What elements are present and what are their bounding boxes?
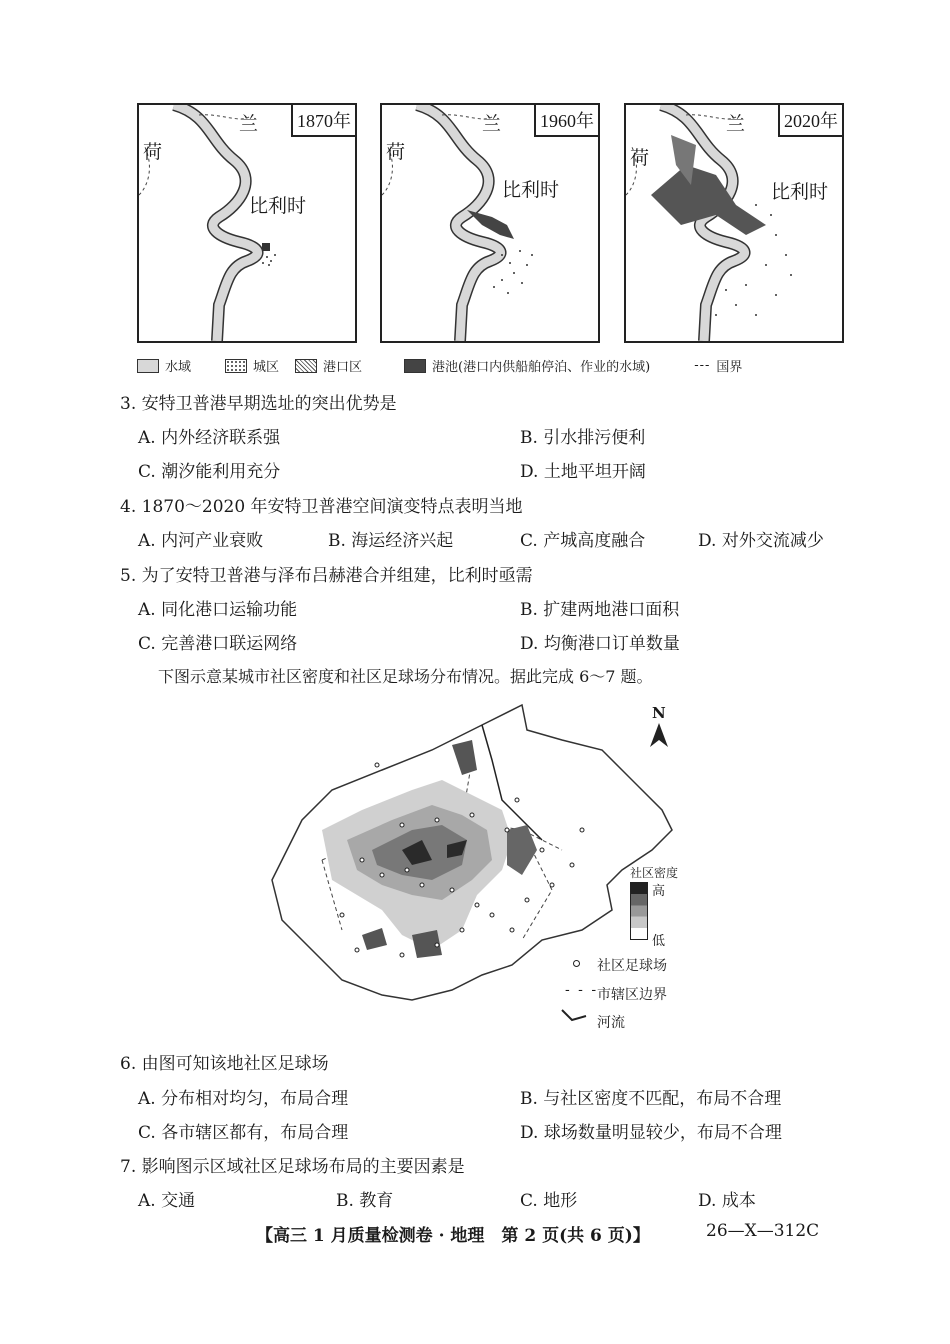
question-3-option-c[interactable]: C. 潮汐能利用充分	[138, 462, 281, 482]
footer-code: 26—X—312C	[706, 1221, 820, 1241]
map-legend	[137, 356, 742, 375]
label-country: 比利时	[502, 179, 560, 201]
density-legend-low: 低	[652, 934, 666, 949]
north-label: N	[652, 704, 666, 722]
legend-border: 国界	[716, 360, 743, 375]
density-legend-title: 社区密度	[630, 866, 679, 880]
legend-water-swatch	[137, 359, 159, 373]
question-6-stem: 6. 由图可知该地社区足球场	[120, 1054, 329, 1074]
legend-field-icon	[573, 960, 580, 967]
density-legend-high: 高	[652, 884, 666, 899]
question-6-option-a[interactable]: A. 分布相对均匀，布局合理	[138, 1089, 349, 1109]
question-4-option-a[interactable]: A. 内河产业衰败	[138, 531, 264, 551]
question-5-option-d[interactable]: D. 均衡港口订单数量	[520, 634, 680, 654]
density-east-patch	[507, 825, 537, 875]
question-4-option-b[interactable]: B. 海运经济兴起	[328, 531, 454, 551]
question-3-stem: 3. 安特卫普港早期选址的突出优势是	[120, 394, 397, 414]
legend-district: 市辖区边界	[597, 987, 667, 1003]
legend-field: 社区足球场	[597, 958, 667, 974]
map-2020	[624, 103, 844, 343]
question-5-stem: 5. 为了安特卫普港与泽布吕赫港合并组建，比利时亟需	[120, 566, 533, 586]
question-3-option-a[interactable]: A. 内外经济联系强	[138, 428, 281, 448]
question-5-option-c[interactable]: C. 完善港口联运网络	[138, 634, 298, 654]
label-he: 荷	[143, 141, 163, 163]
map-year: 2020年	[778, 103, 844, 137]
label-country: 比利时	[249, 195, 307, 217]
map-year: 1960年	[534, 103, 600, 137]
legend-district-icon: - - -	[565, 982, 599, 998]
question-7-option-a[interactable]: A. 交通	[138, 1191, 196, 1211]
density-legend-scale	[630, 882, 648, 940]
label-lan: 兰	[726, 113, 746, 135]
legend-river: 河流	[597, 1015, 625, 1031]
label-lan: 兰	[482, 113, 502, 135]
footer-title: 【高三 1 月质量检测卷 · 地理 第 2 页(共 6 页)】	[256, 1226, 650, 1246]
question-3-option-b[interactable]: B. 引水排污便利	[520, 428, 646, 448]
map-year: 1870年	[291, 103, 357, 137]
north-arrow-icon	[649, 723, 669, 749]
question-4-stem: 4. 1870～2020 年安特卫普港空间演变特点表明当地	[120, 497, 523, 517]
legend-water: 水域	[165, 360, 192, 375]
label-country: 比利时	[771, 181, 829, 203]
question-4-option-d[interactable]: D. 对外交流减少	[698, 531, 824, 551]
map-1960-drawing	[382, 105, 598, 341]
legend-city: 城区	[253, 360, 280, 375]
question-6-option-d[interactable]: D. 球场数量明显较少，布局不合理	[520, 1123, 782, 1143]
map-1870	[137, 103, 357, 343]
question-6-option-c[interactable]: C. 各市辖区都有，布局合理	[138, 1123, 349, 1143]
map-1960	[380, 103, 600, 343]
map-2020-drawing	[626, 105, 842, 341]
legend-city-swatch	[225, 359, 247, 373]
question-3-option-d[interactable]: D. 土地平坦开阔	[520, 462, 646, 482]
question-5-option-b[interactable]: B. 扩建两地港口面积	[520, 600, 680, 620]
question-6-option-b[interactable]: B. 与社区密度不匹配，布局不合理	[520, 1089, 782, 1109]
question-7-option-b[interactable]: B. 教育	[336, 1191, 394, 1211]
legend-basin-swatch	[404, 359, 426, 373]
legend-border-swatch: ---	[694, 358, 711, 373]
section-intro: 下图示意某城市社区密度和社区足球场分布情况。据此完成 6～7 题。	[158, 667, 653, 686]
question-7-stem: 7. 影响图示区域社区足球场布局的主要因素是	[120, 1157, 465, 1177]
question-7-option-c[interactable]: C. 地形	[520, 1191, 578, 1211]
density-north-patch	[452, 740, 477, 775]
label-he: 荷	[386, 141, 406, 163]
legend-basin: 港池(港口内供船舶停泊、作业的水域)	[432, 360, 651, 375]
question-7-option-d[interactable]: D. 成本	[698, 1191, 756, 1211]
legend-port-swatch	[295, 359, 317, 373]
label-he: 荷	[630, 147, 650, 169]
question-4-option-c[interactable]: C. 产城高度融合	[520, 531, 646, 551]
legend-port: 港口区	[323, 360, 363, 375]
label-lan: 兰	[239, 113, 259, 135]
question-5-option-a[interactable]: A. 同化港口运输功能	[138, 600, 298, 620]
legend-river-icon	[560, 1006, 588, 1026]
map-1870-drawing	[139, 105, 355, 341]
